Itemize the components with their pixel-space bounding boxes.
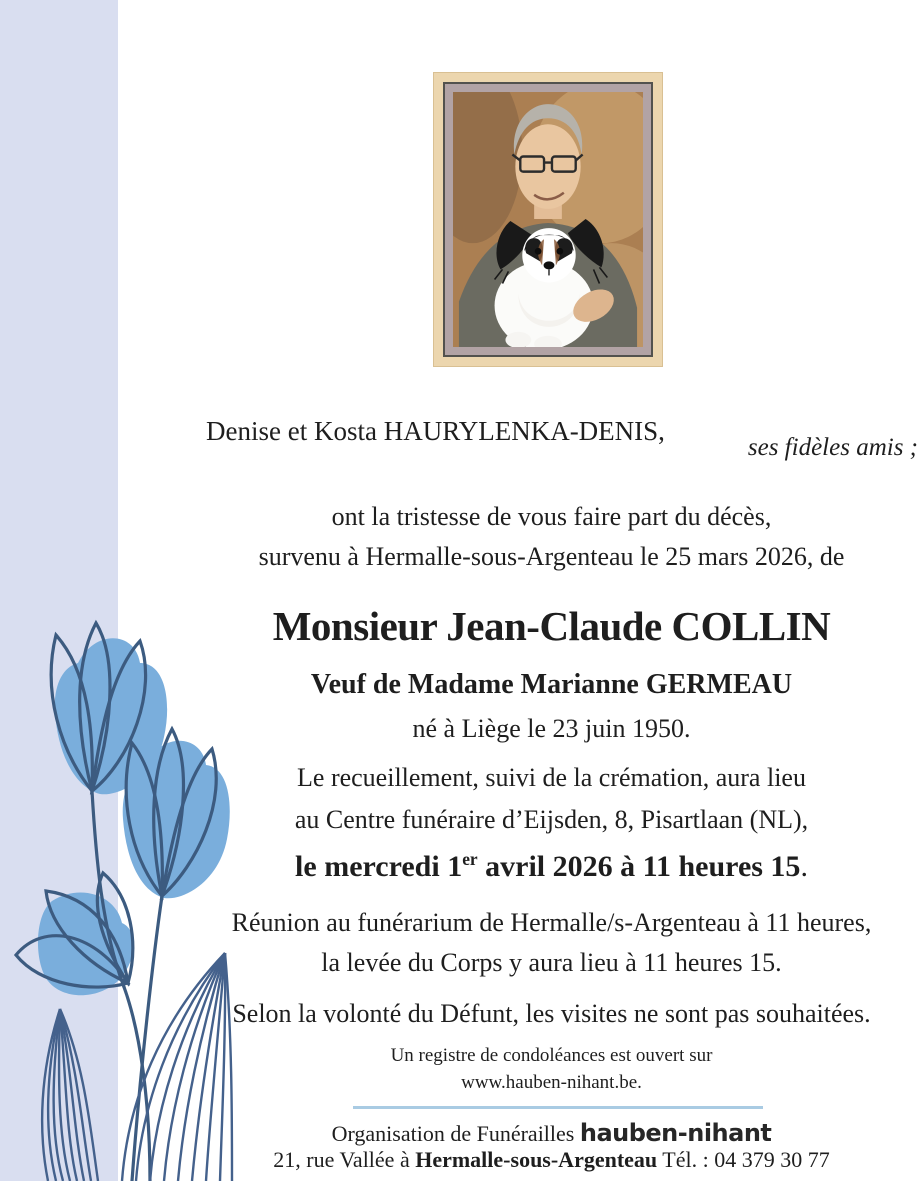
footer-separator <box>353 1106 763 1109</box>
portrait-photo <box>453 92 643 347</box>
birth-line: né à Liège le 23 juin 1950. <box>412 714 691 743</box>
funeral-home-logo: hauben-nihant <box>579 1119 772 1147</box>
ceremony-line-2: au Centre funéraire d’Eijsden, 8, Pisartlaan (NL), <box>294 805 809 834</box>
relation-line: ses fidèles amis ; <box>747 434 918 461</box>
register-line-1: Un registre de condoléances est ouvert sur <box>390 1045 713 1066</box>
address-prefix: 21, rue Vallée à <box>273 1147 416 1172</box>
organisation-label: Organisation de Funérailles <box>331 1121 580 1146</box>
date-suffix: avril 2026 à 11 heures 15 <box>477 850 801 883</box>
register-website: www.hauben-nihant.be. <box>461 1072 642 1093</box>
widower-line: Veuf de Madame Marianne GERMEAU <box>310 669 793 700</box>
date-superscript: er <box>462 849 478 869</box>
visits-line: Selon la volonté du Défunt, les visites ne sont pas souhaitées. <box>232 999 871 1028</box>
meeting-line-1: Réunion au funérarium de Hermalle/s-Argenteau à 11 heures, <box>231 908 872 937</box>
address-line <box>185 1146 918 1174</box>
ceremony-line-1: Le recueillement, suivi de la crémation, aura lieu <box>297 763 806 792</box>
intro-line-1: ont la tristesse de vous faire part du décès, <box>331 502 772 531</box>
date-period: . <box>800 850 808 883</box>
meeting-line-2: la levée du Corps y aura lieu à 11 heures 15. <box>321 948 782 977</box>
photo-mat <box>443 82 653 357</box>
photo-frame <box>433 72 663 367</box>
intro-line-2: survenu à Hermalle-sous-Argenteau le 25 mars 2026, de <box>258 542 845 571</box>
ceremony-date-line <box>185 848 918 886</box>
phone-number: Tél. : 04 379 30 77 <box>657 1147 830 1172</box>
announcers-line: Denise et Kosta HAURYLENKA-DENIS, <box>206 416 665 446</box>
deceased-name: Monsieur Jean-Claude COLLIN <box>272 603 831 649</box>
organisation-line <box>185 1118 918 1148</box>
date-prefix: le mercredi 1 <box>295 850 463 883</box>
address-city: Hermalle-sous-Argenteau <box>415 1147 658 1172</box>
